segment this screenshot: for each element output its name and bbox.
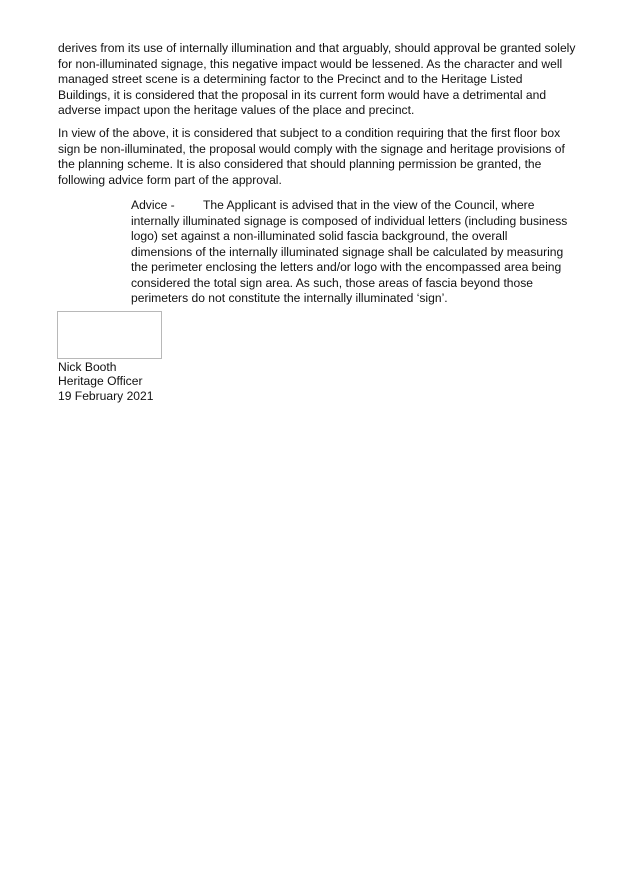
advice-block xyxy=(131,198,571,307)
body-paragraph-1: derives from its use of internally illumination and that arguably, should approval be granted solely for non-illuminated signage, this negative impact would be lessened. As the character and well managed street scene is a determining factor to the Precinct and to the Heritage Listed Buildings, it is considered that the proposal in its current form would have a detrimental and adverse impact upon the heritage values of the place and precinct. xyxy=(58,41,576,117)
advice-label: Advice - xyxy=(131,198,175,212)
body-paragraph-2: In view of the above, it is considered that subject to a condition requiring that the first floor box sign be non-illuminated, the proposal would comply with the signage and heritage provisions of the planning scheme. It is also considered that should planning permission be granted, the following advice form part of the approval. xyxy=(58,126,565,187)
signatory-name: Nick Booth xyxy=(58,360,117,374)
signatory-role: Heritage Officer xyxy=(58,374,143,388)
signature-date: 19 February 2021 xyxy=(58,389,154,403)
signature-box xyxy=(57,311,162,359)
advice-text: The Applicant is advised that in the view of the Council, where internally illuminated signage is composed of individual letters (including business logo) set against a non-illuminated solid fascia background, the overall dimensions of the internally illuminated signage shall be calculated by measuring the perimeter enclosing the letters and/or logo with the encompassed area being considered the total sign area. As such, those areas of fascia beyond those perimeters do not constitute the internally illuminated ‘sign’. xyxy=(131,198,568,305)
